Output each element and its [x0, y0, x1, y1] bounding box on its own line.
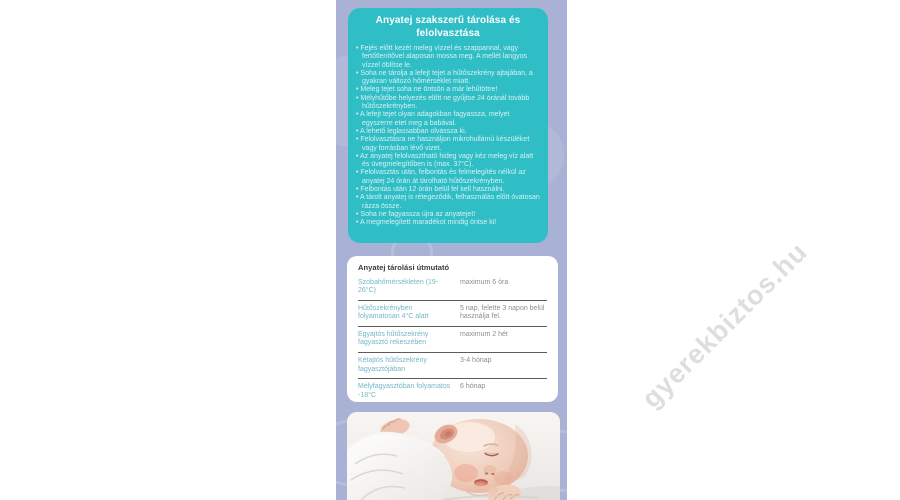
row-value: 5 nap, felette 3 napon belül használja fel. — [460, 304, 545, 321]
tip-item: • Mélyhűtőbe helyezés előtt ne gyűjtse 24 óránál tovább hűtőszekrényben. — [356, 95, 540, 112]
row-label: Hűtőszekrényben folyamatosan 4°C alatt — [358, 304, 429, 321]
row-value: maximum 6 óra — [460, 278, 509, 286]
table-row — [358, 326, 547, 352]
table-row — [358, 378, 547, 402]
tip-item: • A megmelegített maradékot mindig öntse ki! — [356, 219, 540, 227]
tip-item: • Soha ne tárolja a lefejt tejet a hűtőszekrény ajtajában, a gyakran változó hőmérséklet miatt. — [356, 70, 540, 87]
table-row — [358, 352, 547, 378]
table-row — [358, 275, 547, 300]
storage-tips-card — [348, 8, 548, 243]
table-row — [358, 300, 547, 326]
tip-item: • Az anyatej felolvasztható hideg vagy kéz meleg víz alatt és üvegmelegítőben is (max. 37°C). — [356, 153, 540, 170]
guide-card-title: Anyatej tárolási útmutató — [358, 263, 450, 272]
row-value: maximum 2 hét — [460, 330, 508, 338]
row-value: 3-4 hónap — [460, 356, 492, 364]
tips-card-title: Anyatej szakszerű tárolása és felolvasztása — [375, 15, 521, 39]
tip-item: • Fejés előtt kezét meleg vízzel és szappannal, vagy fertőtlenítővel alaposan mossa meg. A mellét langyos vízzel öblítse le. — [356, 45, 540, 70]
tip-item: • Felolvasztás után, felbontás és felmelegítés nélkül az anyatej 24 órán át tárolható hűtőszekrényben. — [356, 169, 540, 186]
sleeping-baby-illustration — [347, 412, 560, 500]
tip-item: • A lehető leglassabban olvassza ki. — [356, 128, 540, 136]
tip-item: • Felolvasztásra ne használjon mikrohullámú készüléket vagy forrásban lévő vizet. — [356, 136, 540, 153]
row-label: Kétajtós hűtőszekrény fagyasztójában — [358, 356, 427, 373]
tip-item: • Felbontás után 12 órán belül fel kell használni. — [356, 186, 540, 194]
sleeping-baby-photo — [347, 412, 560, 500]
tip-item: • A tárolt anyatej is rétegeződik, felhasználás előtt óvatosan rázza össze. — [356, 194, 540, 211]
lavender-background-strip — [336, 0, 567, 500]
tip-item: • A lefejt tejet olyan adagokban fagyassza, melyet egyszerre etet meg a babával. — [356, 111, 540, 128]
tip-item: • Soha ne fagyassza újra az anyatejet! — [356, 211, 540, 219]
row-label: Szobahőmérsékleten (19-26°C) — [358, 278, 439, 295]
storage-guide-card — [347, 256, 558, 402]
row-label: Mélyfagyasztóban folyamatos -18°C — [358, 382, 451, 399]
tip-item: • Meleg tejet soha ne öntsön a már lehűtöttre! — [356, 86, 540, 94]
row-value: 6 hónap — [460, 382, 486, 390]
row-label: Egyajtós hűtőszekrény fagyasztó rekeszében — [358, 330, 429, 347]
tips-list — [356, 45, 540, 228]
watermark-text: gyerekbiztos.hu — [636, 236, 814, 414]
